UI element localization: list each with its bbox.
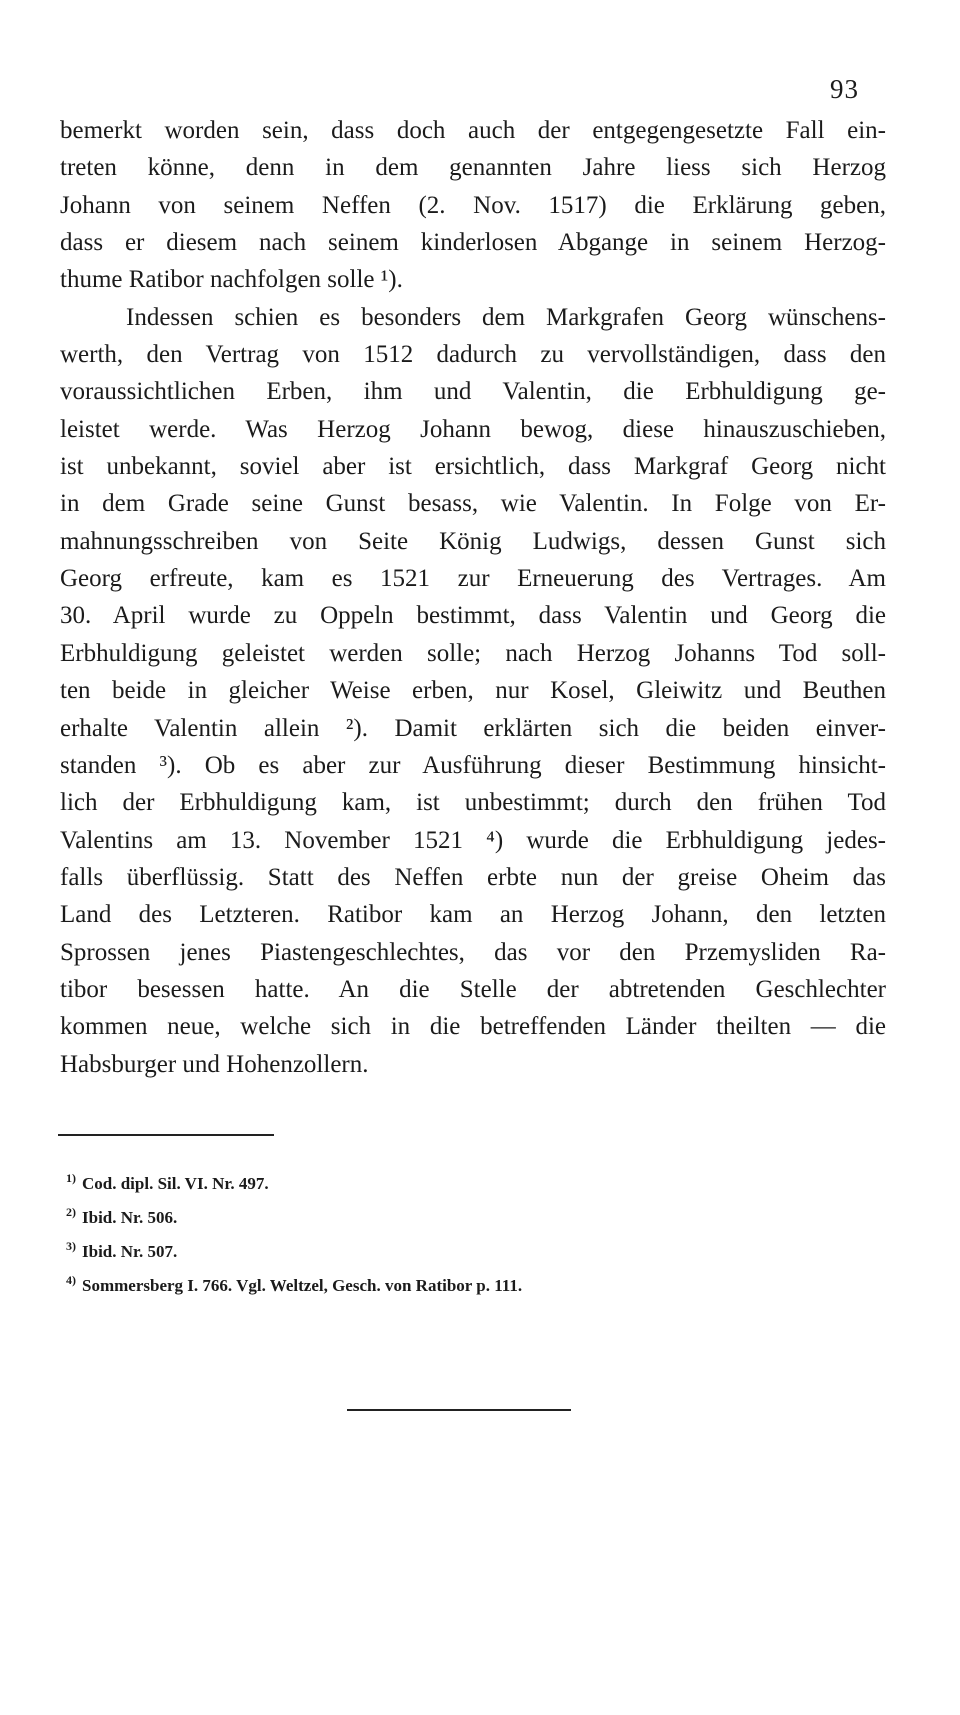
text-line: lich der Erbhuldigung kam, ist unbestimmt; durch den frühen Tod: [60, 789, 886, 817]
footnote-text: Sommersberg I. 766. Vgl. Weltzel, Gesch. von Ratibor p. 111.: [82, 1276, 523, 1295]
text-line: erhalte Valentin allein ²). Damit erklärten sich die beiden einver-: [60, 714, 886, 742]
text-line: Indessen schien es besonders dem Markgrafen Georg wünschens-: [126, 303, 886, 331]
footnote-mark: 2): [66, 1205, 76, 1219]
body-text: [60, 112, 886, 1083]
footnote: [66, 1263, 522, 1297]
footnote-mark: 3): [66, 1239, 76, 1253]
text-line: bemerkt worden sein, dass doch auch der entgegengesetzte Fall ein-: [60, 117, 886, 144]
text-line: falls überflüssig. Statt des Neffen erbte nun der greise Oheim das: [60, 863, 886, 891]
footnote: [66, 1161, 522, 1195]
text-line: voraussichtlichen Erben, ihm und Valentin, die Erbhuldigung ge-: [60, 378, 886, 406]
text-line: Erbhuldigung geleistet werden solle; nach Herzog Johanns Tod soll-: [60, 639, 886, 667]
text-line: treten könne, denn in dem genannten Jahre liess sich Herzog: [60, 154, 886, 182]
text-line: Habsburger und Hohenzollern.: [60, 1050, 369, 1078]
footnote-text: Ibid. Nr. 507.: [82, 1242, 178, 1261]
footnote-separator: [58, 1134, 274, 1136]
page-number: 93: [830, 74, 859, 104]
text-line: ten beide in gleicher Weise erben, nur Kosel, Gleiwitz und Beuthen: [60, 677, 886, 705]
text-line: ist unbekannt, soviel aber ist ersichtlich, dass Markgraf Georg nicht: [60, 453, 886, 481]
text-line: kommen neue, welche sich in die betreffenden Länder theilten — die: [60, 1013, 886, 1041]
text-line: in dem Grade seine Gunst besass, wie Valentin. In Folge von Er-: [60, 490, 886, 518]
text-line: Sprossen jenes Piastengeschlechtes, das vor den Przemysliden Ra-: [60, 938, 886, 966]
text-line: Johann von seinem Neffen (2. Nov. 1517) die Erklärung geben,: [60, 191, 886, 219]
text-line: Land des Letzteren. Ratibor kam an Herzog Johann, den letzten: [60, 901, 886, 929]
text-line: leistet werde. Was Herzog Johann bewog, diese hinauszuschieben,: [60, 415, 886, 443]
text-line: standen ³). Ob es aber zur Ausführung dieser Bestimmung hinsicht-: [60, 751, 886, 779]
footnotes: [66, 1161, 522, 1297]
footnote-mark: 1): [66, 1171, 76, 1185]
footnote-text: Ibid. Nr. 506.: [82, 1208, 178, 1227]
footnote-text: Cod. dipl. Sil. VI. Nr. 497.: [82, 1174, 269, 1193]
end-rule: [347, 1409, 571, 1411]
text-line: Georg erfreute, kam es 1521 zur Erneuerung des Vertrages. Am: [60, 565, 886, 593]
footnote-mark: 4): [66, 1273, 76, 1287]
text-line: thume Ratibor nachfolgen solle ¹).: [60, 266, 403, 294]
text-line: tibor besessen hatte. An die Stelle der abtretenden Geschlechter: [60, 975, 886, 1003]
footnote: [66, 1229, 522, 1263]
footnote: [66, 1195, 522, 1229]
text-line: mahnungsschreiben von Seite König Ludwigs, dessen Gunst sich: [60, 527, 886, 555]
text-line: Valentins am 13. November 1521 ⁴) wurde die Erbhuldigung jedes-: [60, 826, 886, 854]
text-line: 30. April wurde zu Oppeln bestimmt, dass Valentin und Georg die: [60, 602, 886, 630]
text-line: dass er diesem nach seinem kinderlosen Abgange in seinem Herzog-: [60, 229, 886, 257]
text-line: werth, den Vertrag von 1512 dadurch zu vervollständigen, dass den: [60, 341, 886, 369]
